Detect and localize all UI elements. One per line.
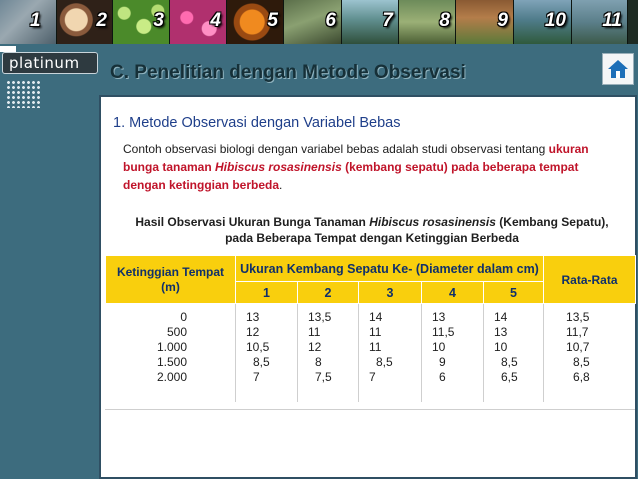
- table-cell: 500: [166, 325, 187, 339]
- table-cell: 9: [439, 355, 446, 369]
- header-trial: 2: [298, 282, 359, 304]
- chapter-tile-8[interactable]: [399, 0, 456, 44]
- table-cell: 6,5: [501, 370, 518, 384]
- table-cell: 7: [369, 370, 376, 384]
- table-cell: 8,5: [501, 355, 518, 369]
- intro-text: Contoh observasi biologi dengan variabel bebas adalah studi observasi tentang: [123, 142, 549, 156]
- trial-5-column: [484, 304, 544, 402]
- table-cell: 12: [308, 340, 322, 354]
- section-subtitle: 1. Metode Observasi dengan Variabel Bebas: [113, 115, 401, 131]
- table-cell: 11,7: [566, 325, 589, 339]
- table-cell: 11: [308, 325, 321, 339]
- table-cell: 10,5: [246, 340, 270, 354]
- table-cell: 14: [494, 310, 508, 324]
- table-cell: 11: [369, 340, 382, 354]
- trial-4-column: [422, 304, 484, 402]
- chapter-number: 5: [267, 10, 278, 31]
- table-cell: 8: [315, 355, 322, 369]
- table-cell: 10,7: [566, 340, 590, 354]
- table-cell: 13,5: [308, 310, 332, 324]
- table-cell: 12: [246, 325, 260, 339]
- chapter-number: 8: [439, 10, 450, 31]
- table-cell: 7,5: [315, 370, 332, 384]
- trial-3-column: [359, 304, 422, 402]
- header-trial: 4: [422, 282, 484, 304]
- header-altitude: Ketinggian Tempat (m): [106, 256, 236, 304]
- intro-end: .: [279, 178, 283, 192]
- table-title-text: (Kembang Sepatu),: [495, 215, 609, 229]
- table-cell: 13,5: [566, 310, 590, 324]
- chapter-number: 2: [96, 10, 107, 31]
- intro-highlight: ukuran bunga tanaman: [123, 142, 589, 174]
- table-divider: [105, 409, 635, 410]
- header-trial: 3: [359, 282, 422, 304]
- home-button[interactable]: [602, 53, 634, 85]
- table-cell: 8,5: [253, 355, 270, 369]
- table-cell: 2.000: [156, 370, 187, 384]
- home-icon: [606, 58, 630, 80]
- chapter-tile-5[interactable]: [227, 0, 284, 44]
- header-trial: 5: [484, 282, 544, 304]
- table-cell: 8,5: [376, 355, 393, 369]
- table-cell: 0: [180, 310, 187, 324]
- chapter-number: 3: [153, 10, 164, 31]
- page-title: C. Penelitian dengan Metode Observasi: [110, 62, 466, 83]
- chapter-number: 9: [497, 10, 508, 31]
- header-trial: 1: [236, 282, 298, 304]
- table-cell: 7: [253, 370, 260, 384]
- chapter-number: 4: [210, 10, 221, 31]
- table-cell: 10: [432, 340, 446, 354]
- chapter-nav: [0, 0, 638, 44]
- table-cell: 1.000: [156, 340, 187, 354]
- brand-logo: platinum: [2, 52, 98, 74]
- table-cell: 13: [494, 325, 508, 339]
- intro-paragraph: [123, 140, 621, 194]
- trial-1-column: [236, 304, 298, 402]
- table-cell: 8,5: [573, 355, 590, 369]
- header-average: Rata-Rata: [544, 256, 636, 304]
- chapter-number: 11: [602, 10, 622, 31]
- table-cell: 6,8: [573, 370, 590, 384]
- chapter-number: 1: [30, 10, 41, 31]
- content-panel: [99, 95, 637, 479]
- chapter-tile-4[interactable]: [170, 0, 227, 44]
- chapter-number: 7: [382, 10, 393, 31]
- table-cell: 1.500: [156, 355, 187, 369]
- chapter-tile-1[interactable]: [0, 0, 57, 44]
- table-cell: 10: [494, 340, 508, 354]
- chapter-tile-2[interactable]: [57, 0, 113, 44]
- table-title: [117, 214, 627, 246]
- chapter-tile-7[interactable]: [342, 0, 399, 44]
- altitude-column: [106, 304, 236, 402]
- table-cell: 13: [246, 310, 260, 324]
- chapter-tile-11[interactable]: [572, 0, 628, 44]
- header-flower-size: Ukuran Kembang Sepatu Ke- (Diameter dalam cm): [236, 256, 544, 282]
- table-title-species: Hibiscus rosasinensis: [369, 215, 496, 229]
- average-column: [544, 304, 636, 402]
- table-cell: 13: [432, 310, 446, 324]
- table-cell: 14: [369, 310, 383, 324]
- table-cell: 6: [439, 370, 446, 384]
- table-title-text: Hasil Observasi Ukuran Bunga Tanaman: [135, 215, 370, 229]
- table-cell: 11: [369, 325, 382, 339]
- chapter-tile-3[interactable]: [113, 0, 170, 44]
- table-cell: 11,5: [432, 325, 455, 339]
- chapter-tile-10[interactable]: [514, 0, 572, 44]
- chapter-tile-9[interactable]: [456, 0, 514, 44]
- dot-pattern-icon: [6, 80, 40, 108]
- chapter-number: 10: [544, 10, 566, 31]
- species-name: Hibiscus rosasinensis: [215, 160, 342, 174]
- table-title-line2: pada Beberapa Tempat dengan Ketinggian Berbeda: [225, 231, 519, 245]
- intro-highlight: (kembang sepatu) pada beberapa tempat dengan ketinggian berbeda: [123, 160, 579, 192]
- chapter-tile-6[interactable]: [284, 0, 342, 44]
- trial-2-column: [298, 304, 359, 402]
- observation-table: [105, 255, 636, 402]
- chapter-number: 6: [325, 10, 336, 31]
- table-row: [106, 304, 636, 402]
